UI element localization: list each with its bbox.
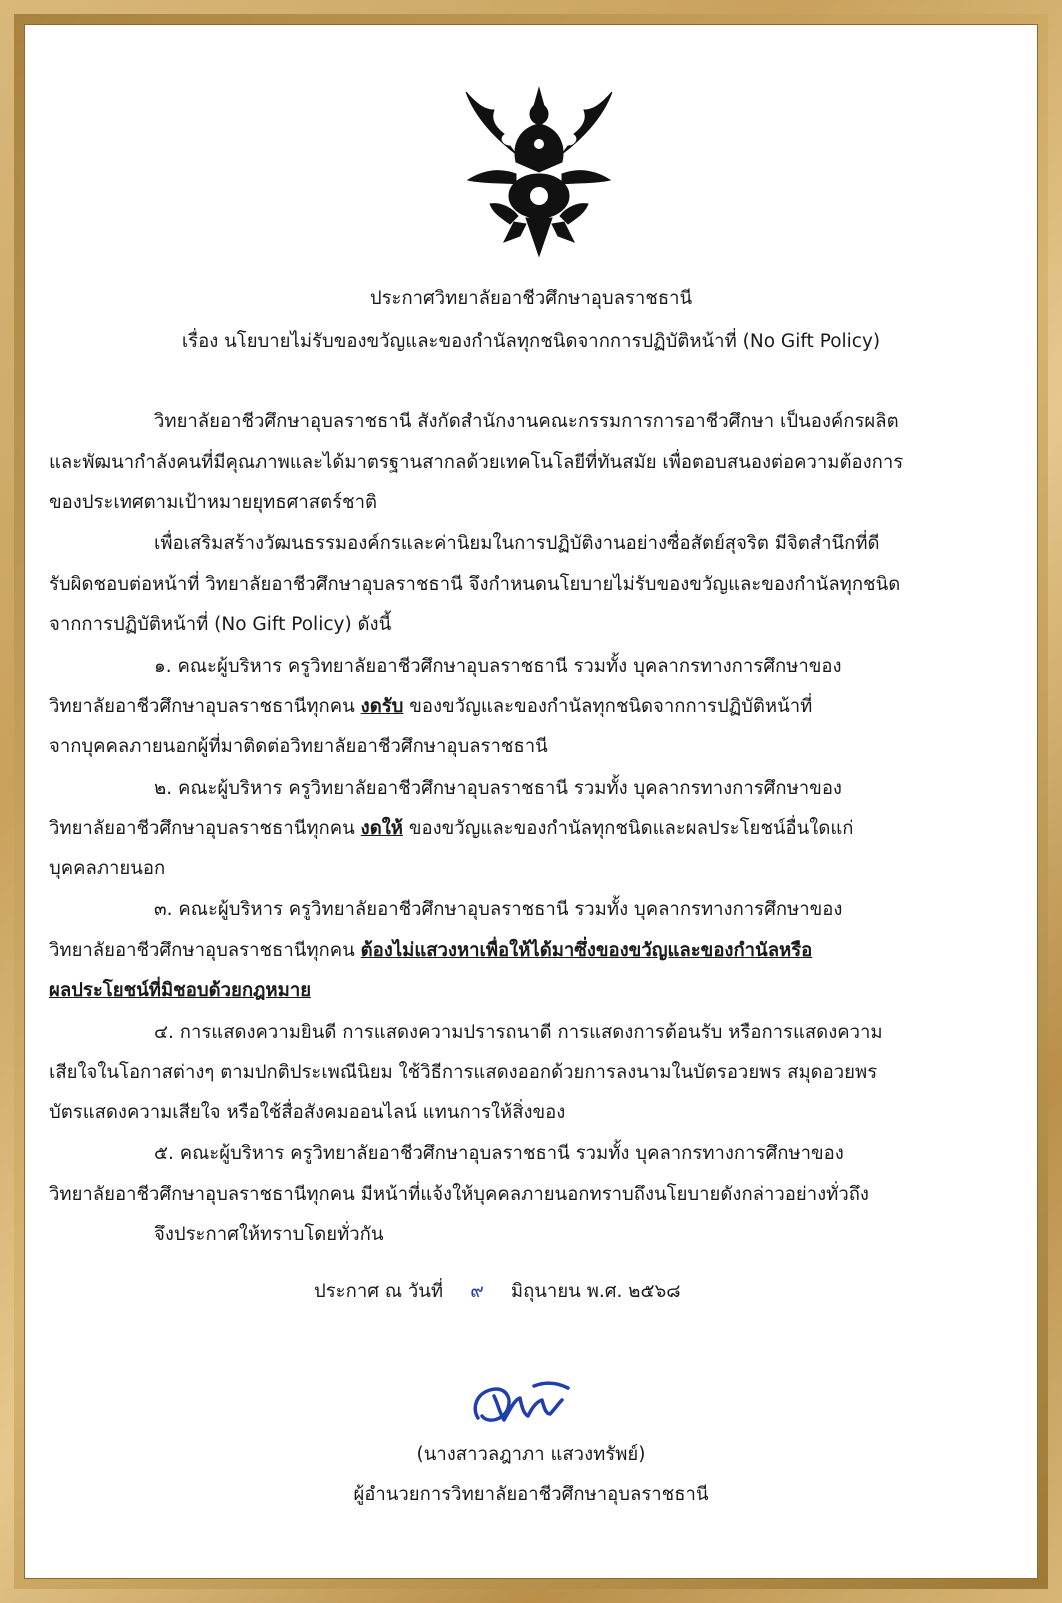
item3-line2	[49, 938, 812, 964]
item1-line1: ๑. คณะผู้บริหาร ครูวิทยาลัยอาชีวศึกษาอุบลราชธานี รวมทั้ง บุคลากรทางการศึกษาของ	[154, 656, 842, 677]
item3-line3: ผลประโยชน์ที่มิชอบด้วยกฎหมาย	[49, 980, 312, 1001]
date-rest: มิถุนายน พ.ศ. ๒๕๖๘	[510, 1281, 681, 1302]
announcement-date	[314, 1279, 680, 1305]
item2-line2	[49, 816, 853, 842]
para2-line2: รับผิดชอบต่อหน้าที่ วิทยาลัยอาชีวศึกษาอุบลราชธานี จึงกำหนดนโยบายไม่รับของขวัญและของกำนัลทุกชนิด	[49, 574, 901, 595]
item4-line2: เสียใจในโอกาสต่างๆ ตามปกติประเพณีนิยม ใช้วิธีการแสดงออกด้วยการลงนามในบัตรอวยพร สมุดอวยพร	[49, 1062, 878, 1083]
announcement-title: ประกาศวิทยาลัยอาชีวศึกษาอุบลราชธานี	[369, 288, 693, 309]
garuda-emblem	[460, 84, 618, 259]
announcement-subject: เรื่อง นโยบายไม่รับของขวัญและของกำนัลทุกชนิดจากการปฏิบัติหน้าที่ (No Gift Policy)	[181, 331, 881, 352]
signer-name: (นางสาวลฎาภา แสวงทรัพย์)	[416, 1444, 646, 1465]
closing-line: จึงประกาศให้ทราบโดยทั่วกัน	[154, 1224, 384, 1245]
item1-line2	[49, 694, 812, 720]
item2-emphasis: งดให้	[360, 818, 403, 839]
item3-emphasis: ต้องไม่แสวงหาเพื่อให้ได้มาซึ่งของขวัญและของกำนัลหรือ	[360, 940, 813, 961]
para1-line1: วิทยาลัยอาชีวศึกษาอุบลราชธานี สังกัดสำนักงานคณะกรรมการการอาชีวศึกษา เป็นองค์กรผลิต	[154, 411, 899, 432]
para1-line2: และพัฒนากำลังคนที่มีคุณภาพและได้มาตรฐานสากลด้วยเทคโนโลยีที่ทันสมัย เพื่อตอบสนองต่อความต้องการ	[49, 452, 904, 473]
date-day: ๙	[470, 1281, 484, 1302]
item4-line3: บัตรแสดงความเสียใจ หรือใช้สื่อสังคมออนไลน์ แทนการให้สิ่งของ	[49, 1102, 566, 1123]
para2-line3: จากการปฏิบัติหน้าที่ (No Gift Policy) ดังนี้	[49, 614, 392, 635]
item1-line3: จากบุคคลภายนอกผู้ที่มาติดต่อวิทยาลัยอาชีวศึกษาอุบลราชธานี	[49, 736, 548, 757]
item5-line1: ๕. คณะผู้บริหาร ครูวิทยาลัยอาชีวศึกษาอุบลราชธานี รวมทั้ง บุคลากรทางการศึกษาของ	[154, 1143, 844, 1164]
item1-text-a: วิทยาลัยอาชีวศึกษาอุบลราชธานีทุกคน	[49, 696, 361, 717]
item2-line3: บุคคลภายนอก	[49, 858, 166, 879]
handwritten-signature	[464, 1374, 584, 1434]
item5-line2: วิทยาลัยอาชีวศึกษาอุบลราชธานีทุกคน มีหน้าที่แจ้งให้บุคคลภายนอกทราบถึงนโยบายดังกล่าวอย่างทั่วถึง	[49, 1184, 869, 1205]
para2-line1: เพื่อเสริมสร้างวัฒนธรรมองค์กรและค่านิยมในการปฏิบัติงานอย่างซื่อสัตย์สุจริต มีจิตสำนึกที่ดี	[154, 533, 880, 554]
item2-line1: ๒. คณะผู้บริหาร ครูวิทยาลัยอาชีวศึกษาอุบลราชธานี รวมทั้ง บุคลากรทางการศึกษาของ	[154, 778, 842, 799]
para1-line3: ของประเทศตามเป้าหมายยุทธศาสตร์ชาติ	[49, 492, 377, 513]
item1-emphasis: งดรับ	[360, 696, 404, 717]
item1-text-c: ของขวัญและของกำนัลทุกชนิดจากการปฏิบัติหน้าที่	[403, 696, 813, 717]
document-page	[24, 24, 1038, 1579]
item2-text-a: วิทยาลัยอาชีวศึกษาอุบลราชธานีทุกคน	[49, 818, 361, 839]
item4-line1: ๔. การแสดงความยินดี การแสดงความปรารถนาดี การแสดงการต้อนรับ หรือการแสดงความ	[154, 1022, 883, 1043]
date-prefix: ประกาศ ณ วันที่	[314, 1281, 444, 1302]
item3-line1: ๓. คณะผู้บริหาร ครูวิทยาลัยอาชีวศึกษาอุบลราชธานี รวมทั้ง บุคลากรทางการศึกษาของ	[154, 899, 843, 920]
signer-position: ผู้อำนวยการวิทยาลัยอาชีวศึกษาอุบลราชธานี	[353, 1484, 709, 1505]
item2-text-c: ของขวัญและของกำนัลทุกชนิดและผลประโยชน์อื่นใดแก่	[402, 818, 854, 839]
item3-text-a: วิทยาลัยอาชีวศึกษาอุบลราชธานีทุกคน	[49, 940, 361, 961]
